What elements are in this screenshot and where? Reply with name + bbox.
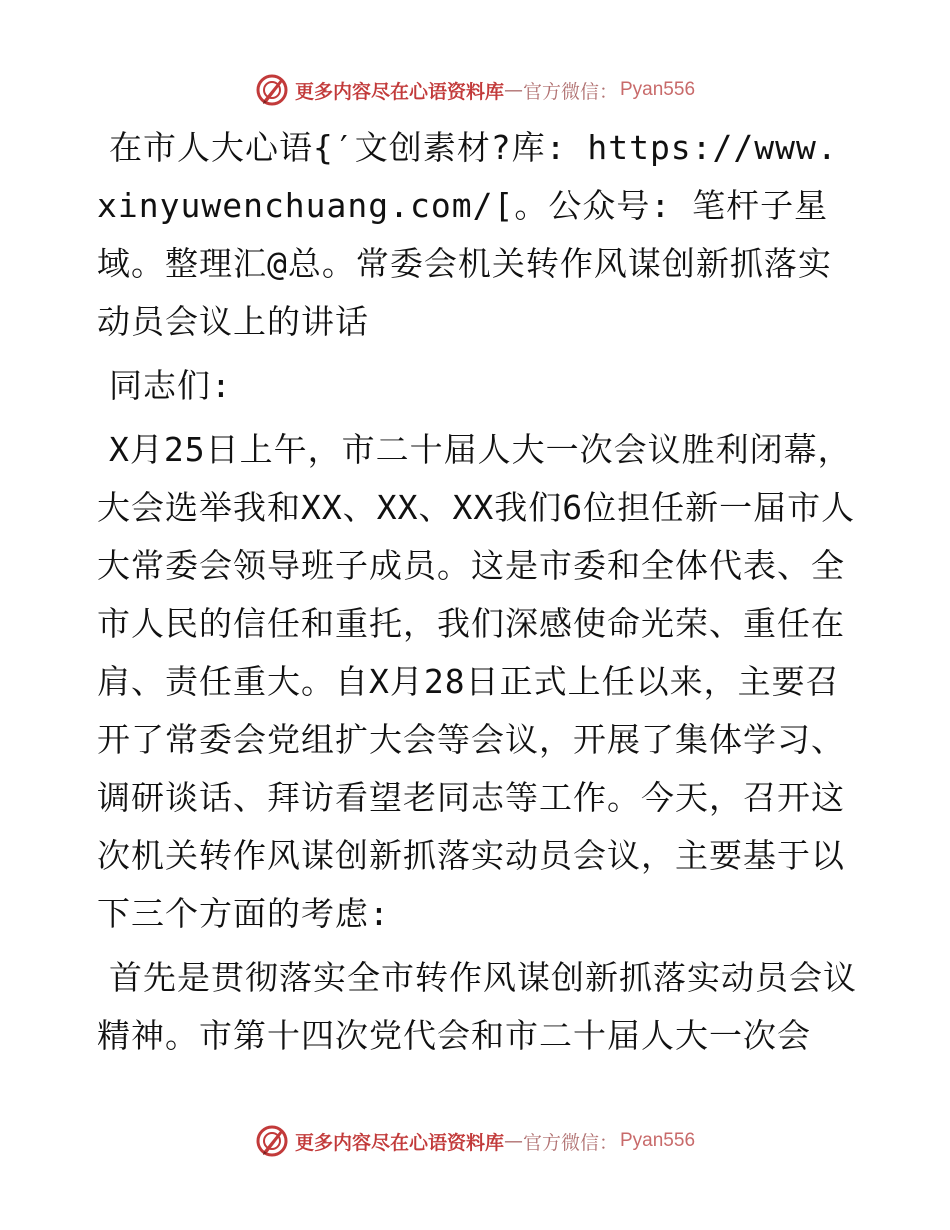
banner-separator: — [503,79,523,101]
banner-wechat-handle: Pyan556 [620,1130,696,1151]
banner-wechat-handle: Pyan556 [620,79,696,100]
salutation-paragraph: 同志们: [109,366,232,405]
banner-separator: — [503,1130,523,1152]
footer-banner [0,1121,950,1161]
document-title-paragraph: 在市人大心语{′文创素材?库: https://www.xinyuwenchuang.com/[。公众号: 笔杆子星域。整理汇@总。常委会机关转作风谋创新抓落实动员会议上的讲话 [97,128,838,341]
quill-logo-icon [255,1124,289,1158]
banner-wechat-label: 官方微信： [522,1131,618,1154]
banner-brand-text: 更多内容尽在心语资料库 [294,80,504,103]
header-banner [0,70,950,110]
document-body [97,119,857,1071]
banner-wechat-label: 官方微信： [522,80,618,103]
banner-brand-text: 更多内容尽在心语资料库 [294,1131,504,1154]
body-paragraph: X月25日上午，市二十届人大一次会议胜利闭幕，大会选举我和XX、XX、XX我们6位担任新一届市人大常委会领导班子成员。这是市委和全体代表、全市人民的信任和重托，我们深感使命光荣、重任在肩、责任重大。自X月28日正式上任以来，主要召开了常委会党组扩大会等会议，开展了集体学习、调研谈话、拜访看望老同志等工作。今天，召开这次机关转作风谋创新抓落实动员会议，主要基于以下三个方面的考虑: [97,430,856,933]
body-paragraph: 首先是贯彻落实全市转作风谋创新抓落实动员会议精神。市第十四次党代会和市二十届人大一次会 [97,958,857,1055]
quill-logo-icon [255,73,289,107]
